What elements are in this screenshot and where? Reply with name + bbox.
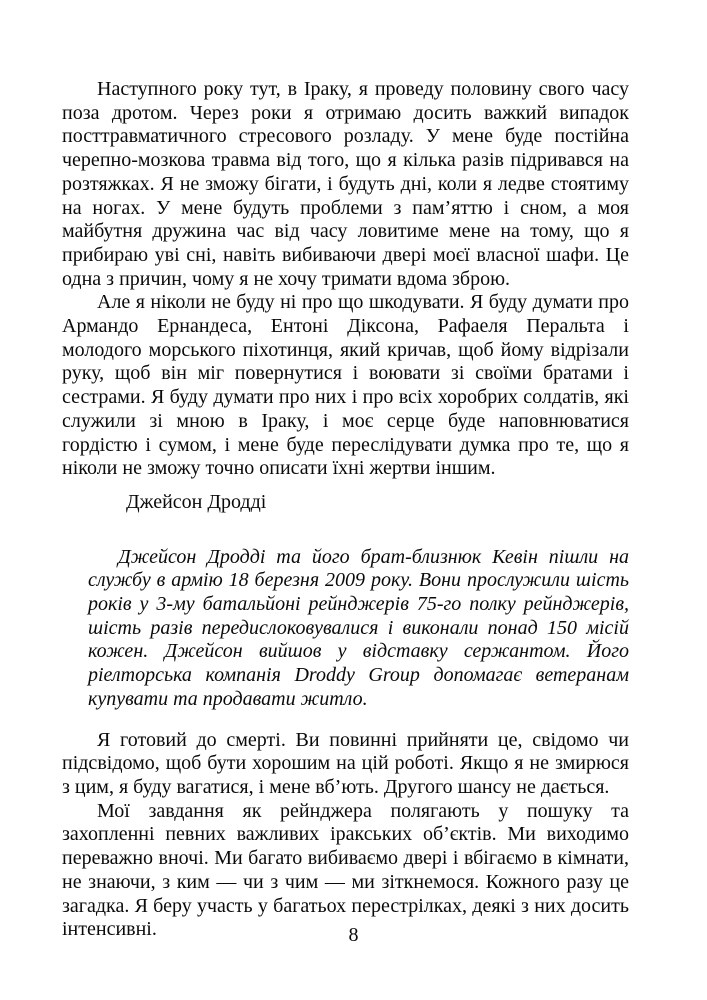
page-number: 8 <box>348 924 359 946</box>
paragraph-memoir-4: Мої завдання як рейнджера полягають у пошуку та захопленні певних важливих іракських об’єктів. Ми виходимо переважно вночі. Ми багато вибиваємо двері і вбігаємо в кімнати, не знаючи, з ким — чи з чим — ми зіткнемося. Кожного разу це загадка. Я беру участь у багатьох перестрілках, деякі з них досить інтенсивні. <box>62 799 629 941</box>
paragraph-memoir-3: Я готовий до смерті. Ви повинні прийняти це, свідомо чи підсвідомо, щоб бути хорошим на цій роботі. Якщо я не змирюся з цим, я буду вагатися, і мене вб’ють. Другого шансу не дається. <box>62 728 629 798</box>
author-bio-note: Джейсон Дродді та його брат-близнюк Кевін пішли на службу в армію 18 березня 2009 року. Вони прослужили шість років у 3-му батальйоні рейнджерів 75-го полку рейнджерів, шість разів передислоковувалися і виконали понад 150 місій кожен. Джейсон вийшов у відставку сержантом. Його ріелторська компанія Droddy Group допомагає ветеранам купувати та продавати житло. <box>88 545 629 710</box>
paragraph-memoir-1: Наступного року тут, в Іраку, я проведу половину свого часу поза дротом. Через роки я отримаю досить важкий випадок посттравматичного стресового розладу. У мене буде постійна черепно-мозкова травма від того, що я кілька разів підривався на розтяжках. Я не зможу бігати, і будуть дні, коли я ледве стоятиму на ногах. У мене будуть проблеми з пам’яттю і сном, а моя майбутня дружина час від часу ловитиме мене на тому, що я прибираю уві сні, навіть вибиваючи двері моєї власної шафи. Це одна з причин, чому я не хочу тримати вдома зброю. <box>62 78 629 290</box>
author-signature: Джейсон Дродді <box>126 490 267 513</box>
paragraph-memoir-2: Але я ніколи не буду ні про що шкодувати. Я буду думати про Армандо Ернандеса, Ентоні Діксона, Рафаеля Перальта і молодого морського піхотинця, який кричав, щоб йому відрізали руку, щоб він міг повернутися і воювати зі своїми братами і сестрами. Я буду думати про них і про всіх хоробрих солдатів, які служили зі мною в Іраку, і моє серце буде наповнюватися гордістю і сумом, і мене буде переслідувати думка про те, що я ніколи не зможу точно описати їхні жертви іншим. <box>62 291 629 480</box>
page-body <box>62 78 629 942</box>
